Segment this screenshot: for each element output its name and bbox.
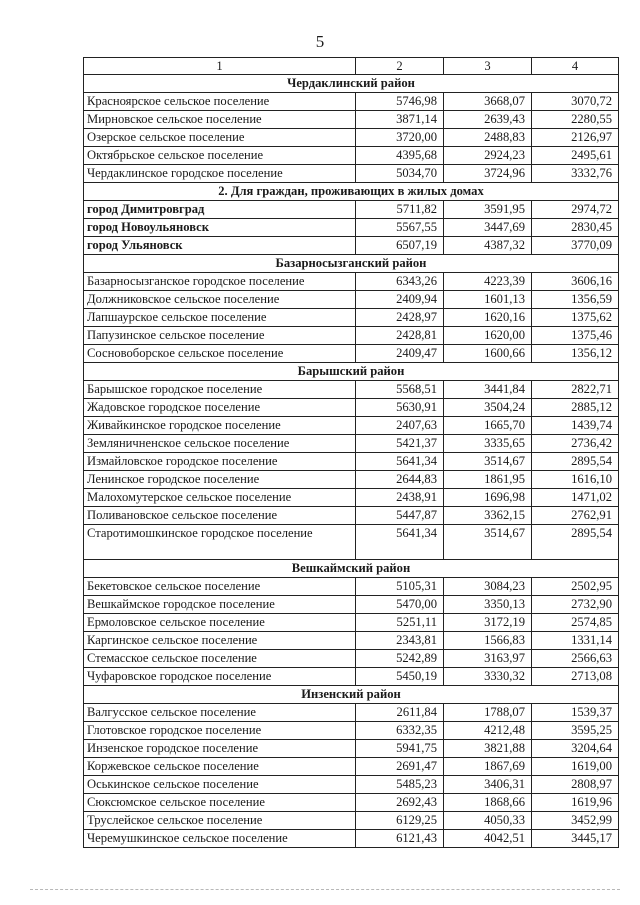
table-row — [84, 812, 619, 830]
value-cell-col3: 1601,13 — [444, 291, 532, 309]
section-header-row — [84, 75, 619, 93]
value-cell-col2: 5105,31 — [356, 578, 444, 596]
settlement-name-cell: Труслейское сельское поселение — [84, 812, 356, 830]
value-cell-col3: 1868,66 — [444, 794, 532, 812]
value-cell-col3: 3504,24 — [444, 399, 532, 417]
table-row — [84, 453, 619, 471]
settlement-name-cell: Чердаклинское городское поселение — [84, 165, 356, 183]
value-cell-col2: 5251,11 — [356, 614, 444, 632]
value-cell-col3: 3172,19 — [444, 614, 532, 632]
table-row — [84, 417, 619, 435]
value-cell-col3: 2924,23 — [444, 147, 532, 165]
settlement-name-cell: Инзенское городское поселение — [84, 740, 356, 758]
settlement-name-cell: Сюксюмское сельское поселение — [84, 794, 356, 812]
table-row — [84, 147, 619, 165]
settlement-name-cell: Барышское городское поселение — [84, 381, 356, 399]
value-cell-col4: 2808,97 — [532, 776, 619, 794]
settlement-name-cell: Чуфаровское городское поселение — [84, 668, 356, 686]
value-cell-col4: 2830,45 — [532, 219, 619, 237]
value-cell-col2: 6332,35 — [356, 722, 444, 740]
value-cell-col3: 2488,83 — [444, 129, 532, 147]
table-row — [84, 507, 619, 525]
value-cell-col4: 1439,74 — [532, 417, 619, 435]
value-cell-col4: 1619,00 — [532, 758, 619, 776]
table-row — [84, 596, 619, 614]
value-cell-col3: 3591,95 — [444, 201, 532, 219]
settlement-name-cell: Старотимошкинское городское поселение — [84, 525, 356, 560]
value-cell-col3: 4223,39 — [444, 273, 532, 291]
table-row — [84, 273, 619, 291]
settlement-name-cell: Вешкаймское городское поселение — [84, 596, 356, 614]
settlement-name-cell: Ермоловское сельское поселение — [84, 614, 356, 632]
value-cell-col2: 5567,55 — [356, 219, 444, 237]
settlement-name-cell: Оськинское сельское поселение — [84, 776, 356, 794]
settlement-name-cell: город Новоульяновск — [84, 219, 356, 237]
value-cell-col2: 5630,91 — [356, 399, 444, 417]
value-cell-col4: 1375,62 — [532, 309, 619, 327]
value-cell-col2: 6343,26 — [356, 273, 444, 291]
table-row — [84, 345, 619, 363]
settlement-name-cell: Живайкинское городское поселение — [84, 417, 356, 435]
value-cell-col4: 3606,16 — [532, 273, 619, 291]
value-cell-col2: 5641,34 — [356, 453, 444, 471]
value-cell-col3: 3163,97 — [444, 650, 532, 668]
value-cell-col3: 3084,23 — [444, 578, 532, 596]
settlement-name-cell: Базарносызганское городское поселение — [84, 273, 356, 291]
value-cell-col3: 1566,83 — [444, 632, 532, 650]
table-row — [84, 327, 619, 345]
value-cell-col4: 2566,63 — [532, 650, 619, 668]
value-cell-col4: 2502,95 — [532, 578, 619, 596]
table-row — [84, 668, 619, 686]
table-row — [84, 614, 619, 632]
section-title: Инзенский район — [84, 686, 619, 704]
value-cell-col2: 2409,94 — [356, 291, 444, 309]
value-cell-col2: 2409,47 — [356, 345, 444, 363]
value-cell-col2: 2343,81 — [356, 632, 444, 650]
value-cell-col2: 2438,91 — [356, 489, 444, 507]
value-cell-col4: 2126,97 — [532, 129, 619, 147]
value-cell-col2: 4395,68 — [356, 147, 444, 165]
table-row — [84, 632, 619, 650]
settlement-name-cell: Озерское сельское поселение — [84, 129, 356, 147]
value-cell-col3: 1861,95 — [444, 471, 532, 489]
settlement-name-cell: город Димитровград — [84, 201, 356, 219]
section-header-row — [84, 560, 619, 578]
value-cell-col3: 3335,65 — [444, 435, 532, 453]
value-cell-col2: 5711,82 — [356, 201, 444, 219]
section-header-row — [84, 183, 619, 201]
value-cell-col4: 2280,55 — [532, 111, 619, 129]
settlement-name-cell: Ленинское городское поселение — [84, 471, 356, 489]
table-row — [84, 165, 619, 183]
value-cell-col2: 2692,43 — [356, 794, 444, 812]
settlement-name-cell: Малохомутерское сельское поселение — [84, 489, 356, 507]
section-title: Чердаклинский район — [84, 75, 619, 93]
settlement-name-cell: Должниковское сельское поселение — [84, 291, 356, 309]
value-cell-col2: 6129,25 — [356, 812, 444, 830]
value-cell-col2: 2644,83 — [356, 471, 444, 489]
value-cell-col2: 5421,37 — [356, 435, 444, 453]
settlement-name-cell: Коржевское сельское поселение — [84, 758, 356, 776]
value-cell-col4: 2885,12 — [532, 399, 619, 417]
value-cell-col4: 2895,54 — [532, 453, 619, 471]
value-cell-col2: 5941,75 — [356, 740, 444, 758]
section-title: Базарносызганский район — [84, 255, 619, 273]
value-cell-col3: 3350,13 — [444, 596, 532, 614]
settlement-name-cell: Октябрьское сельское поселение — [84, 147, 356, 165]
settlement-name-cell: Земляничненское сельское поселение — [84, 435, 356, 453]
value-cell-col2: 5470,00 — [356, 596, 444, 614]
table-row — [84, 794, 619, 812]
settlement-name-cell: Поливановское сельское поселение — [84, 507, 356, 525]
value-cell-col3: 1788,07 — [444, 704, 532, 722]
value-cell-col3: 3441,84 — [444, 381, 532, 399]
value-cell-col4: 3204,64 — [532, 740, 619, 758]
section-title: 2. Для граждан, проживающих в жилых домах — [84, 183, 619, 201]
value-cell-col4: 2574,85 — [532, 614, 619, 632]
value-cell-col3: 4212,48 — [444, 722, 532, 740]
table-row — [84, 722, 619, 740]
table-row — [84, 776, 619, 794]
value-cell-col3: 3362,15 — [444, 507, 532, 525]
tariff-table — [83, 57, 619, 848]
value-cell-col3: 3406,31 — [444, 776, 532, 794]
settlement-name-cell: Сосновоборское сельское поселение — [84, 345, 356, 363]
value-cell-col4: 3070,72 — [532, 93, 619, 111]
value-cell-col2: 5034,70 — [356, 165, 444, 183]
table-row — [84, 291, 619, 309]
value-cell-col4: 1375,46 — [532, 327, 619, 345]
value-cell-col4: 3445,17 — [532, 830, 619, 848]
section-header-row — [84, 255, 619, 273]
column-header: 1 — [84, 58, 356, 75]
value-cell-col3: 3724,96 — [444, 165, 532, 183]
settlement-name-cell: Мирновское сельское поселение — [84, 111, 356, 129]
value-cell-col2: 3720,00 — [356, 129, 444, 147]
scan-edge-divider — [30, 889, 620, 890]
table-row — [84, 740, 619, 758]
value-cell-col3: 2639,43 — [444, 111, 532, 129]
value-cell-col2: 2611,84 — [356, 704, 444, 722]
settlement-name-cell: Бекетовское сельское поселение — [84, 578, 356, 596]
value-cell-col4: 3595,25 — [532, 722, 619, 740]
settlement-name-cell: Каргинское сельское поселение — [84, 632, 356, 650]
column-header: 4 — [532, 58, 619, 75]
value-cell-col4: 2895,54 — [532, 525, 619, 560]
settlement-name-cell: Глотовское городское поселение — [84, 722, 356, 740]
table-row — [84, 704, 619, 722]
table-row — [84, 489, 619, 507]
value-cell-col4: 2736,42 — [532, 435, 619, 453]
value-cell-col2: 2691,47 — [356, 758, 444, 776]
column-header: 3 — [444, 58, 532, 75]
table-row — [84, 650, 619, 668]
value-cell-col3: 3514,67 — [444, 525, 532, 560]
value-cell-col2: 5447,87 — [356, 507, 444, 525]
section-header-row — [84, 686, 619, 704]
value-cell-col2: 5746,98 — [356, 93, 444, 111]
value-cell-col4: 1619,96 — [532, 794, 619, 812]
value-cell-col3: 1600,66 — [444, 345, 532, 363]
value-cell-col2: 5485,23 — [356, 776, 444, 794]
value-cell-col4: 1356,59 — [532, 291, 619, 309]
value-cell-col2: 5568,51 — [356, 381, 444, 399]
value-cell-col2: 2407,63 — [356, 417, 444, 435]
settlement-name-cell: Красноярское сельское поселение — [84, 93, 356, 111]
value-cell-col4: 2762,91 — [532, 507, 619, 525]
table-row — [84, 129, 619, 147]
value-cell-col3: 1665,70 — [444, 417, 532, 435]
settlement-name-cell: Измайловское городское поселение — [84, 453, 356, 471]
table-row — [84, 111, 619, 129]
settlement-name-cell: Папузинское сельское поселение — [84, 327, 356, 345]
page-number: 5 — [315, 32, 325, 51]
table-row — [84, 578, 619, 596]
settlement-name-cell: Лапшаурское сельское поселение — [84, 309, 356, 327]
value-cell-col2: 5641,34 — [356, 525, 444, 560]
table-row — [84, 237, 619, 255]
value-cell-col2: 3871,14 — [356, 111, 444, 129]
value-cell-col3: 4387,32 — [444, 237, 532, 255]
value-cell-col3: 3668,07 — [444, 93, 532, 111]
settlement-name-cell: Стемасское сельское поселение — [84, 650, 356, 668]
section-title: Вешкаймский район — [84, 560, 619, 578]
table-row — [84, 830, 619, 848]
table-row — [84, 471, 619, 489]
section-title: Барышский район — [84, 363, 619, 381]
table-row — [84, 201, 619, 219]
value-cell-col3: 3447,69 — [444, 219, 532, 237]
value-cell-col4: 3332,76 — [532, 165, 619, 183]
table-row — [84, 309, 619, 327]
table-header-row — [84, 58, 619, 75]
value-cell-col3: 3514,67 — [444, 453, 532, 471]
table-row — [84, 381, 619, 399]
table-row — [84, 219, 619, 237]
tariff-table-container — [83, 57, 618, 848]
value-cell-col3: 1867,69 — [444, 758, 532, 776]
settlement-name-cell: Валгусское сельское поселение — [84, 704, 356, 722]
table-row — [84, 758, 619, 776]
value-cell-col3: 3330,32 — [444, 668, 532, 686]
value-cell-col4: 3452,99 — [532, 812, 619, 830]
settlement-name-cell: город Ульяновск — [84, 237, 356, 255]
table-row — [84, 399, 619, 417]
value-cell-col3: 1696,98 — [444, 489, 532, 507]
table-row — [84, 525, 619, 560]
value-cell-col2: 6121,43 — [356, 830, 444, 848]
table-row — [84, 435, 619, 453]
value-cell-col2: 5242,89 — [356, 650, 444, 668]
value-cell-col4: 1471,02 — [532, 489, 619, 507]
column-header: 2 — [356, 58, 444, 75]
value-cell-col4: 2732,90 — [532, 596, 619, 614]
value-cell-col2: 2428,97 — [356, 309, 444, 327]
value-cell-col3: 1620,00 — [444, 327, 532, 345]
value-cell-col4: 3770,09 — [532, 237, 619, 255]
value-cell-col3: 3821,88 — [444, 740, 532, 758]
value-cell-col4: 1331,14 — [532, 632, 619, 650]
value-cell-col3: 4050,33 — [444, 812, 532, 830]
table-row — [84, 93, 619, 111]
table-body — [84, 75, 619, 848]
value-cell-col4: 1356,12 — [532, 345, 619, 363]
value-cell-col2: 5450,19 — [356, 668, 444, 686]
settlement-name-cell: Жадовское городское поселение — [84, 399, 356, 417]
value-cell-col4: 2713,08 — [532, 668, 619, 686]
value-cell-col4: 2974,72 — [532, 201, 619, 219]
value-cell-col4: 1539,37 — [532, 704, 619, 722]
section-header-row — [84, 363, 619, 381]
value-cell-col4: 2495,61 — [532, 147, 619, 165]
value-cell-col2: 6507,19 — [356, 237, 444, 255]
value-cell-col3: 4042,51 — [444, 830, 532, 848]
value-cell-col4: 2822,71 — [532, 381, 619, 399]
settlement-name-cell: Черемушкинское сельское поселение — [84, 830, 356, 848]
value-cell-col4: 1616,10 — [532, 471, 619, 489]
value-cell-col2: 2428,81 — [356, 327, 444, 345]
value-cell-col3: 1620,16 — [444, 309, 532, 327]
